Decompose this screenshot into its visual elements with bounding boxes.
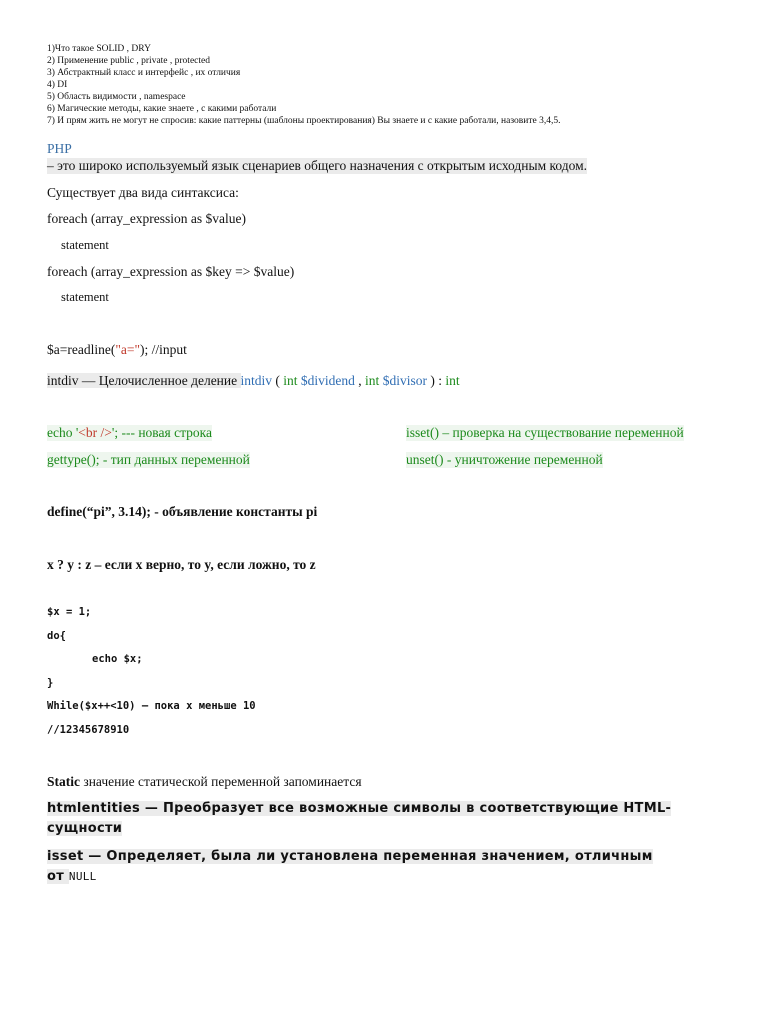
intdiv-type-1: int xyxy=(283,373,298,388)
question-6: 6) Магические методы, какие знаете , с какими работали xyxy=(47,104,277,114)
isset-def-line-2 xyxy=(47,869,97,884)
statement-1: statement xyxy=(61,238,109,252)
question-4: 4) DI xyxy=(47,80,68,90)
code-line-1: $x = 1; xyxy=(47,606,92,618)
htmlentities-line-1: htmlentities — Преобразует все возможные символы в соответствующие HTML- xyxy=(47,801,672,816)
htmlentities-line-2: сущности xyxy=(47,821,123,836)
intdiv-line xyxy=(47,373,460,389)
code-line-6: //12345678910 xyxy=(47,724,130,736)
question-2: 2) Применение public , private , protected xyxy=(47,56,210,66)
define-line: define(“pi”, 3.14); - объявление константы pi xyxy=(47,504,318,519)
null-keyword: NULL xyxy=(68,870,97,883)
unset-line: unset() - уничтожение переменной xyxy=(406,452,603,467)
isset-def-line-1: isset — Определяет, была ли установлена переменная значением, отличным xyxy=(47,849,653,864)
readline-code: $a=readline( xyxy=(47,342,116,357)
php-description: – это широко используемый язык сценариев общего назначения с открытым исходным кодом. xyxy=(47,158,588,173)
intdiv-type-2: int xyxy=(365,373,380,388)
static-text: значение статической переменной запоминается xyxy=(80,774,362,789)
question-3: 3) Абстрактный класс и интерфейс , их отличия xyxy=(47,68,241,78)
intdiv-label: intdiv — Целочисленное деление xyxy=(47,373,241,388)
readline-arg: "a=" xyxy=(115,342,140,357)
readline-rest: ); //input xyxy=(139,342,187,357)
code-line-5: While($x++<10) – пока x меньше 10 xyxy=(47,700,256,712)
echo-post: '; --- новая строка xyxy=(111,425,212,440)
gettype-line: gettype(); - тип данных переменной xyxy=(47,452,250,467)
intdiv-paren-close: ) : xyxy=(426,373,446,388)
static-line xyxy=(47,774,362,790)
syntax-intro: Существует два вида синтаксиса: xyxy=(47,185,239,200)
ternary-line: x ? y : z – если x верно, то y, если ложно, то z xyxy=(47,557,316,572)
isset-def-pre: от xyxy=(47,869,69,884)
statement-2: statement xyxy=(61,290,109,304)
intdiv-separator: , xyxy=(354,373,366,388)
echo-br-line xyxy=(47,425,212,441)
intdiv-return-type: int xyxy=(445,373,460,388)
intdiv-paren-open: ( xyxy=(272,373,284,388)
echo-pre: echo ' xyxy=(47,425,79,440)
intdiv-arg-1: $dividend xyxy=(297,373,355,388)
code-line-4: } xyxy=(47,677,54,689)
readline-line xyxy=(47,342,187,358)
intdiv-arg-2: $divisor xyxy=(379,373,427,388)
intdiv-fn: intdiv xyxy=(240,373,273,388)
question-7: 7) И прям жить не могут не спросив: какие паттерны (шаблоны проектирования) Вы знаете и с какие работали, назовите 3,4,5. xyxy=(47,116,561,126)
static-keyword: Static xyxy=(47,774,80,789)
isset-line: isset() – проверка на существование переменной xyxy=(406,425,684,440)
code-line-2: do{ xyxy=(47,630,66,642)
question-1: 1)Что такое SOLID , DRY xyxy=(47,44,151,54)
foreach-syntax-1: foreach (array_expression as $value) xyxy=(47,211,247,226)
foreach-syntax-2: foreach (array_expression as $key => $value) xyxy=(47,264,295,279)
php-heading: PHP xyxy=(47,141,72,156)
code-line-3: echo $x; xyxy=(92,653,143,665)
echo-br-string: <br /> xyxy=(78,425,112,440)
question-5: 5) Область видимости , namespace xyxy=(47,92,186,102)
